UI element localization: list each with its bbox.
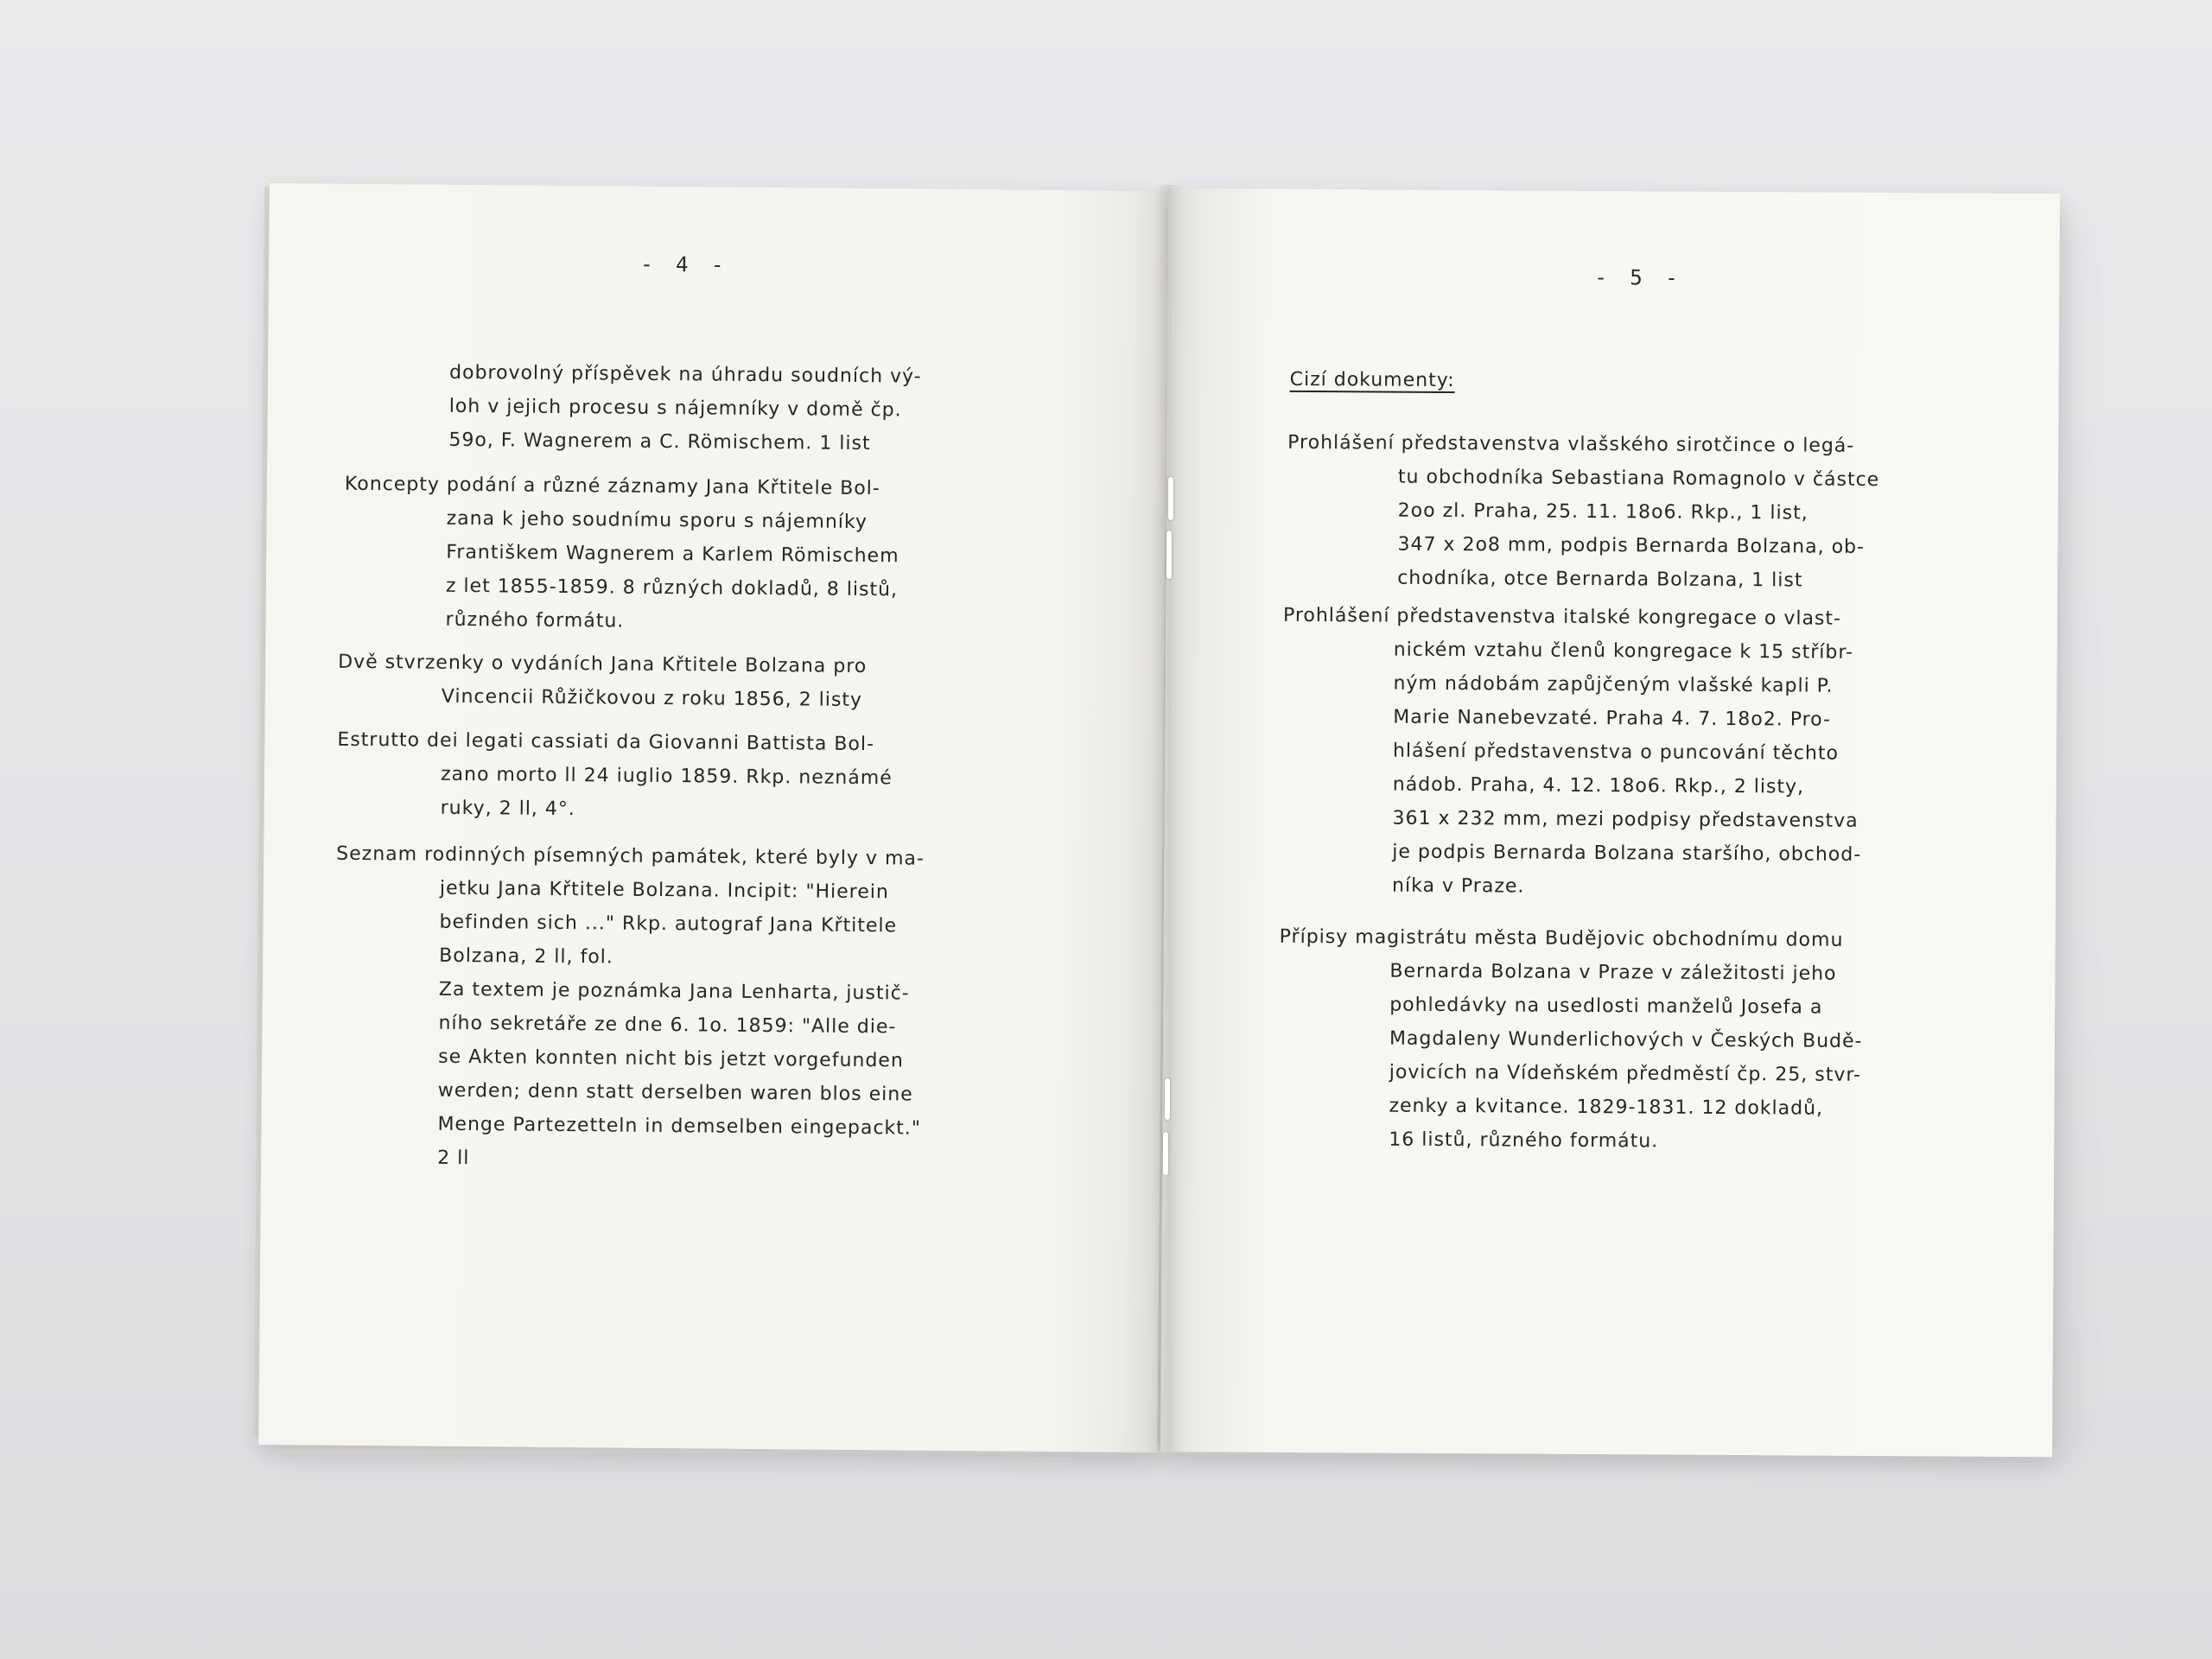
left-entry-1 xyxy=(448,356,922,461)
entry-line: Magdaleny Wunderlichových v Českých Budě- xyxy=(1389,1027,1863,1052)
right-entry-3 xyxy=(1278,920,1863,1160)
entry-line: Bernarda Bolzana v Praze v záležitosti jeho xyxy=(1389,960,1837,985)
binding-stitch xyxy=(1165,1078,1170,1120)
entry-line: befinden sich ..." Rkp. autograf Jana Křtitele xyxy=(439,911,898,938)
entry-line: 16 listů, různého formátu. xyxy=(1389,1128,1659,1153)
entry-line: loh v jejich procesu s nájemníky v domě čp. xyxy=(448,395,902,422)
entry-line: Prohlášení představenstva vlašského sirotčince o legá- xyxy=(1287,431,1855,457)
entry-line: pohledávky na usedlosti manželů Josefa a xyxy=(1389,994,1823,1019)
entry-line: dobrovolný příspěvek na úhradu soudních vý- xyxy=(448,361,922,388)
entry-line: níka v Praze. xyxy=(1391,874,1525,898)
left-entry-3 xyxy=(338,645,868,717)
entry-line: je podpis Bernarda Bolzana staršího, obchod- xyxy=(1392,841,1862,866)
entry-line: se Akten konnten nicht bis jetzt vorgefunden xyxy=(438,1046,904,1072)
entry-line: zana k jeho soudnímu sporu s nájemníky xyxy=(446,507,868,534)
entry-line: zano morto ll 24 iuglio 1859. Rkp. neznámé xyxy=(440,763,893,790)
entry-line: ního sekretáře ze dne 6. 1o. 1859: "Alle die- xyxy=(438,1012,897,1039)
entry-line: 361 x 232 mm, mezi podpisy představenstva xyxy=(1392,807,1859,832)
entry-line: nickém vztahu členů kongregace k 15 stříbr- xyxy=(1393,639,1854,664)
entry-line: Za textem je poznámka Jana Lenharta, justič- xyxy=(438,978,910,1005)
book-gutter xyxy=(1154,185,1185,1452)
entry-line: Přípisy magistrátu města Budějovic obchodnímu domu xyxy=(1279,925,1844,951)
entry-line: Seznam rodinných písemných památek, které byly v ma- xyxy=(336,842,925,870)
right-entry-1 xyxy=(1287,426,1879,598)
entry-line: hlášení představenstva o puncování těchto xyxy=(1392,740,1840,765)
binding-stitch xyxy=(1168,477,1173,520)
entry-line: tu obchodníka Sebastiana Romagnolo v částce xyxy=(1397,466,1880,492)
page-number-left: - 4 - xyxy=(640,251,729,277)
page-number-right: - 5 - xyxy=(1594,265,1683,290)
entry-line: z let 1855-1859. 8 různých dokladů, 8 listů, xyxy=(445,575,899,601)
entry-line: 2 ll xyxy=(437,1147,470,1170)
entry-line: ruky, 2 ll, 4°. xyxy=(440,797,575,821)
entry-line: Koncepty podání a různé záznamy Jana Křtitele Bol- xyxy=(344,473,880,500)
entry-line: Vincencii Růžičkovou z roku 1856, 2 listy xyxy=(441,685,863,712)
entry-line: nádob. Praha, 4. 12. 18o6. Rkp., 2 listy, xyxy=(1392,773,1805,798)
entry-line: Estrutto dei legati cassiati da Giovanni Battista Bol- xyxy=(337,728,875,756)
entry-line: Bolzana, 2 ll, fol. xyxy=(439,944,613,969)
entry-line: chodníka, otce Bernarda Bolzana, 1 list xyxy=(1397,567,1803,592)
entry-line: Marie Nanebevzaté. Praha 4. 7. 18o2. Pro- xyxy=(1393,706,1832,731)
section-heading: Cizí dokumenty: xyxy=(1289,368,1455,392)
entry-line: zenky a kvitance. 1829-1831. 12 dokladů, xyxy=(1389,1095,1824,1120)
entry-line: 347 x 2o8 mm, podpis Bernarda Bolzana, ob- xyxy=(1397,533,1866,558)
entry-line: Dvě stvrzenky o vydáních Jana Křtitele Bolzana pro xyxy=(338,651,868,678)
right-entry-2 xyxy=(1281,599,1863,906)
entry-line: 2oo zl. Praha, 25. 11. 18o6. Rkp., 1 list, xyxy=(1397,499,1808,524)
entry-line: jetku Jana Křtitele Bolzana. Incipit: "Hierein xyxy=(439,877,889,904)
entry-line: werden; denn statt derselben waren blos eine xyxy=(437,1079,913,1106)
entry-line: 59o, F. Wagnerem a C. Römischem. 1 list xyxy=(448,429,871,455)
entry-line: Františkem Wagnerem a Karlem Römischem xyxy=(446,541,899,568)
entry-line: Prohlášení představenstva italské kongregace o vlast- xyxy=(1282,604,1842,630)
entry-line: ným nádobám zapůjčeným vlašské kapli P. xyxy=(1393,672,1834,697)
left-entry-4 xyxy=(337,723,893,830)
left-entry-5 xyxy=(334,837,925,1179)
entry-line: jovicích na Vídeňském předměstí čp. 25, stvr- xyxy=(1389,1061,1862,1086)
binding-stitch xyxy=(1163,1132,1168,1175)
binding-stitch xyxy=(1166,531,1172,579)
left-page xyxy=(258,183,1168,1452)
left-entry-2 xyxy=(343,467,899,641)
entry-line: Menge Partezetteln in demselben eingepackt." xyxy=(437,1113,922,1140)
right-page xyxy=(1160,188,2060,1457)
entry-line: různého formátu. xyxy=(445,608,625,632)
